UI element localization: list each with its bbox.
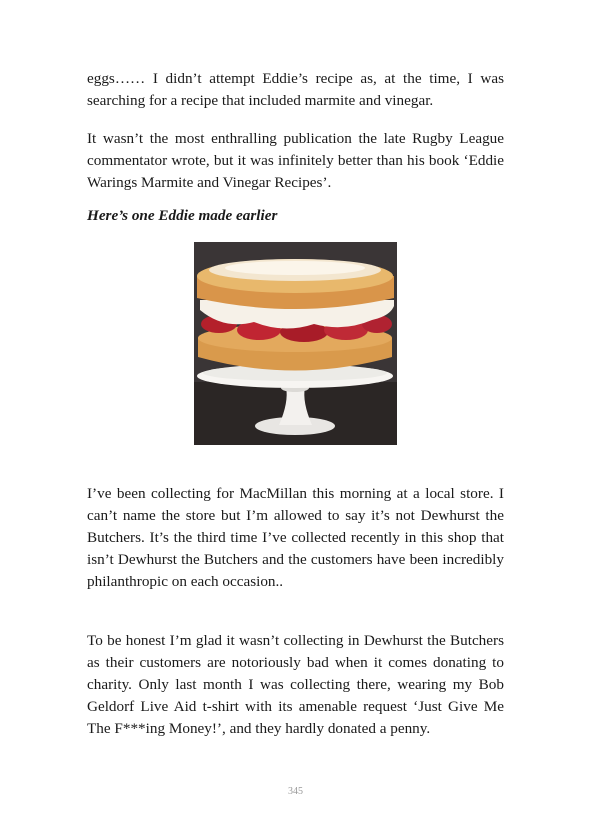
paragraph-3: I’ve been collecting for MacMillan this morning at a local store. I can’t name the store but I’m allowed to say it’s not Dewhurst the Butchers. It’s the third time I’ve collected recently in this shop that isn’t Dewhurst the Butchers and the customers have been incredibly philanthropic on each occasion..	[87, 485, 504, 590]
sponge-cake-photo	[194, 242, 397, 445]
paragraph-2: It wasn’t the most enthralling publication the late Rugby League commentator wrote, but it was infinitely better than his book ‘Eddie Warings Marmite and Vinegar Recipes’.	[87, 130, 504, 191]
paragraph-1: eggs…… I didn’t attempt Eddie’s recipe as, at the time, I was searching for a recipe that included marmite and vinegar.	[87, 70, 504, 109]
section-heading: Here’s one Eddie made earlier	[87, 207, 278, 224]
page-number: 345	[288, 786, 303, 797]
paragraph-4: To be honest I’m glad it wasn’t collecting in Dewhurst the Butchers as their customers are notoriously bad when it comes donating to charity. Only last month I was collecting there, wearing my Bob Geldorf Live Aid t-shirt with its amenable request ‘Just Give Me The F***ing Money!’, and they hardly donated a penny.	[87, 632, 504, 737]
